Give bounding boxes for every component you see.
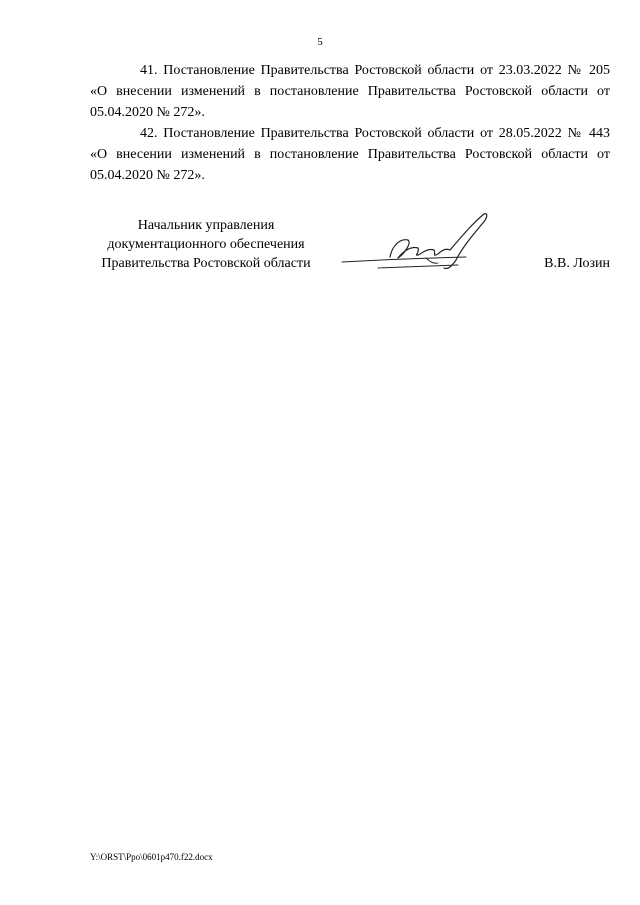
- signatory-name: В.В. Лозин: [544, 256, 610, 271]
- page-number: 5: [317, 36, 323, 48]
- item-text: Постановление Правительства Ростовской области от 23.03.2022 № 205 «О внесении изменений в постановление Правительства Ростовской области от 05.04.2020 № 272».: [90, 63, 611, 120]
- signatory-title: [90, 216, 322, 273]
- item-number: 41.: [140, 63, 158, 78]
- item-text: Постановление Правительства Ростовской области от 28.05.2022 № 443 «О внесении изменений в постановление Правительства Ростовской области от 05.04.2020 № 272».: [90, 126, 611, 183]
- signatory-title-line: Начальник управления: [137, 218, 275, 233]
- item-number: 42.: [140, 126, 158, 141]
- list-item: [90, 123, 610, 186]
- signatory-title-line: Правительства Ростовской области: [101, 256, 311, 271]
- signature-block: [90, 216, 610, 286]
- signatory-title-line: документационного обеспечения: [107, 237, 305, 252]
- file-path-footer: Y:\ORST\Ppo\0601p470.f22.docx: [90, 852, 213, 862]
- list-item: [90, 60, 610, 123]
- handwritten-signature: [338, 210, 500, 280]
- document-body: [90, 60, 610, 186]
